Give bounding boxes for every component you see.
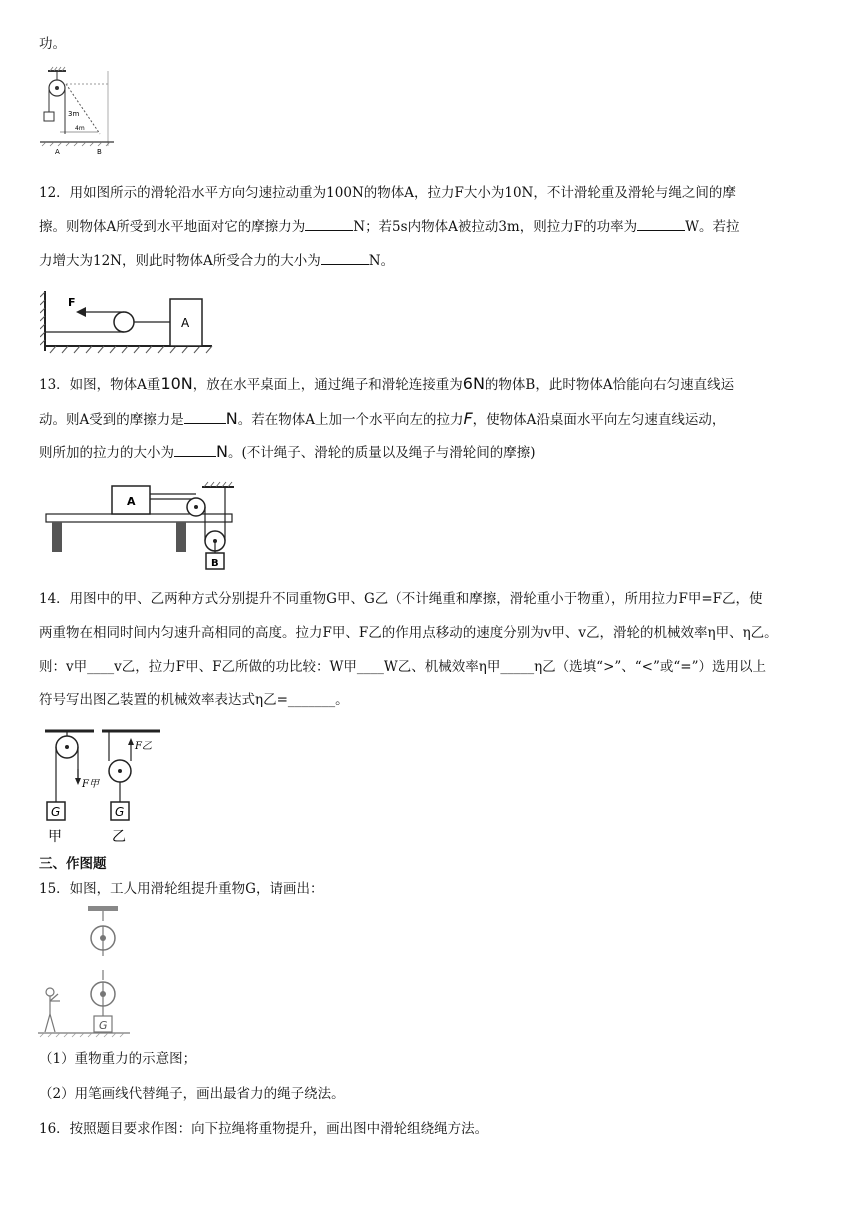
- q14-line-3: 则：v甲____v乙，拉力F甲、F乙所做的功比较：W甲____W乙、机械效率η甲_____η乙（选填“>”、“<”或“=”）选用以上: [39, 659, 767, 675]
- q13-l1c: ，放在水平桌面上，通过绳子和滑轮连接重为: [192, 377, 463, 393]
- q14-fig-yi: 乙: [112, 829, 126, 845]
- q13-l2c: 。若在物体A上加一个水平向左的拉力: [237, 412, 464, 428]
- q12-l2a: 擦。则物体A所受到水平地面对它的摩擦力为: [39, 219, 306, 235]
- q11-fig-3m: 3m: [68, 110, 80, 118]
- q13-line-1: [39, 374, 734, 395]
- q12-line-1: 12．用如图所示的滑轮沿水平方向匀速拉动重为100N的物体A，拉力F大小为10N，不计滑轮重及滑轮与绳之间的摩: [39, 185, 736, 201]
- q16-line-1: 16．按照题目要求作图：向下拉绳将重物提升，画出图中滑轮组绕绳方法。: [39, 1121, 489, 1137]
- q13-l2a: 动。则A受到的摩擦力是: [39, 412, 184, 428]
- q12-blank-friction[interactable]: [305, 216, 353, 231]
- q13-l2e: ，使物体A沿桌面水平向左匀速直线运动，: [472, 412, 726, 428]
- q13-blank-force[interactable]: [174, 442, 216, 457]
- q15-fig-g: G: [99, 1019, 108, 1032]
- q13-blank-friction[interactable]: [184, 409, 226, 424]
- q13-fig-b: B: [211, 558, 219, 569]
- q12-pulley-figure: [40, 289, 215, 359]
- q13-l1b: 10N: [160, 374, 193, 393]
- q14-line-2: 两重物在相同时间内匀速升高相同的高度。拉力F甲、F乙的作用点移动的速度分别为v甲、v乙，滑轮的机械效率η甲、η乙。: [39, 625, 778, 641]
- q14-fig-fjia: F甲: [82, 779, 99, 790]
- q11-fig-a: A: [55, 148, 60, 156]
- q11-fig-4m: 4m: [75, 125, 85, 132]
- q13-fig-a: A: [127, 495, 136, 508]
- q13-line-3: [39, 442, 536, 463]
- q13-l3b: N: [216, 442, 228, 461]
- q11-tail-text: 功。: [39, 36, 66, 52]
- q12-fig-a: A: [181, 316, 190, 330]
- q13-l1d: 6N: [462, 374, 485, 393]
- q11-pulley-figure: [38, 66, 116, 156]
- q12-blank-net-force[interactable]: [321, 250, 369, 265]
- q13-l3a: 则所加的拉力的大小为: [39, 445, 174, 461]
- q13-l1e: 的物体B，此时物体A恰能向右匀速直线运: [484, 377, 735, 393]
- q12-line-3: [39, 250, 394, 271]
- q14-line-1: 14．用图中的甲、乙两种方式分别提升不同重物G甲、G乙（不计绳重和摩擦，滑轮重小于物重），所用拉力F甲=F乙，使: [39, 591, 763, 607]
- q12-line-2: [39, 216, 739, 237]
- q13-l1a: 13．如图，物体A重: [39, 377, 161, 393]
- q14-fig-jia: 甲: [48, 829, 62, 845]
- q13-line-2: [39, 409, 725, 430]
- q14-fig-g-jia: G: [51, 805, 61, 819]
- q14-line-4: 符号写出图乙装置的机械效率表达式η乙=_______。: [39, 692, 349, 708]
- section-heading-drawing: 三、作图题: [39, 856, 107, 872]
- q12-l2b: N；若5s内物体A被拉动3m，则拉力F的功率为: [353, 219, 638, 235]
- q15-sub-2: （2）用笔画线代替绳子，画出最省力的绳子绕法。: [39, 1086, 345, 1102]
- q15-line-1: 15．如图，工人用滑轮组提升重物G，请画出：: [39, 881, 324, 897]
- q12-l3b: N。: [368, 253, 395, 269]
- q12-fig-f: F: [68, 296, 76, 309]
- q11-fig-b: B: [97, 148, 102, 156]
- q13-l2d: F: [463, 409, 473, 428]
- q12-l2c: W。若拉: [685, 219, 740, 235]
- q12-l3a: 力增大为12N，则此时物体A所受合力的大小为: [39, 253, 321, 269]
- q12-blank-power[interactable]: [637, 216, 685, 231]
- q15-sub-1: （1）重物重力的示意图；: [39, 1051, 197, 1067]
- q14-fig-g-yi: G: [115, 805, 125, 819]
- q15-pulley-figure: [38, 906, 138, 1038]
- q14-fig-fyi: F乙: [135, 741, 152, 752]
- q14-pulley-figure: [42, 725, 172, 847]
- q13-l2b: N: [225, 409, 238, 428]
- q13-pulley-figure: [42, 477, 242, 573]
- q13-l3c: 。(不计绳子、滑轮的质量以及绳子与滑轮间的摩擦): [227, 445, 536, 461]
